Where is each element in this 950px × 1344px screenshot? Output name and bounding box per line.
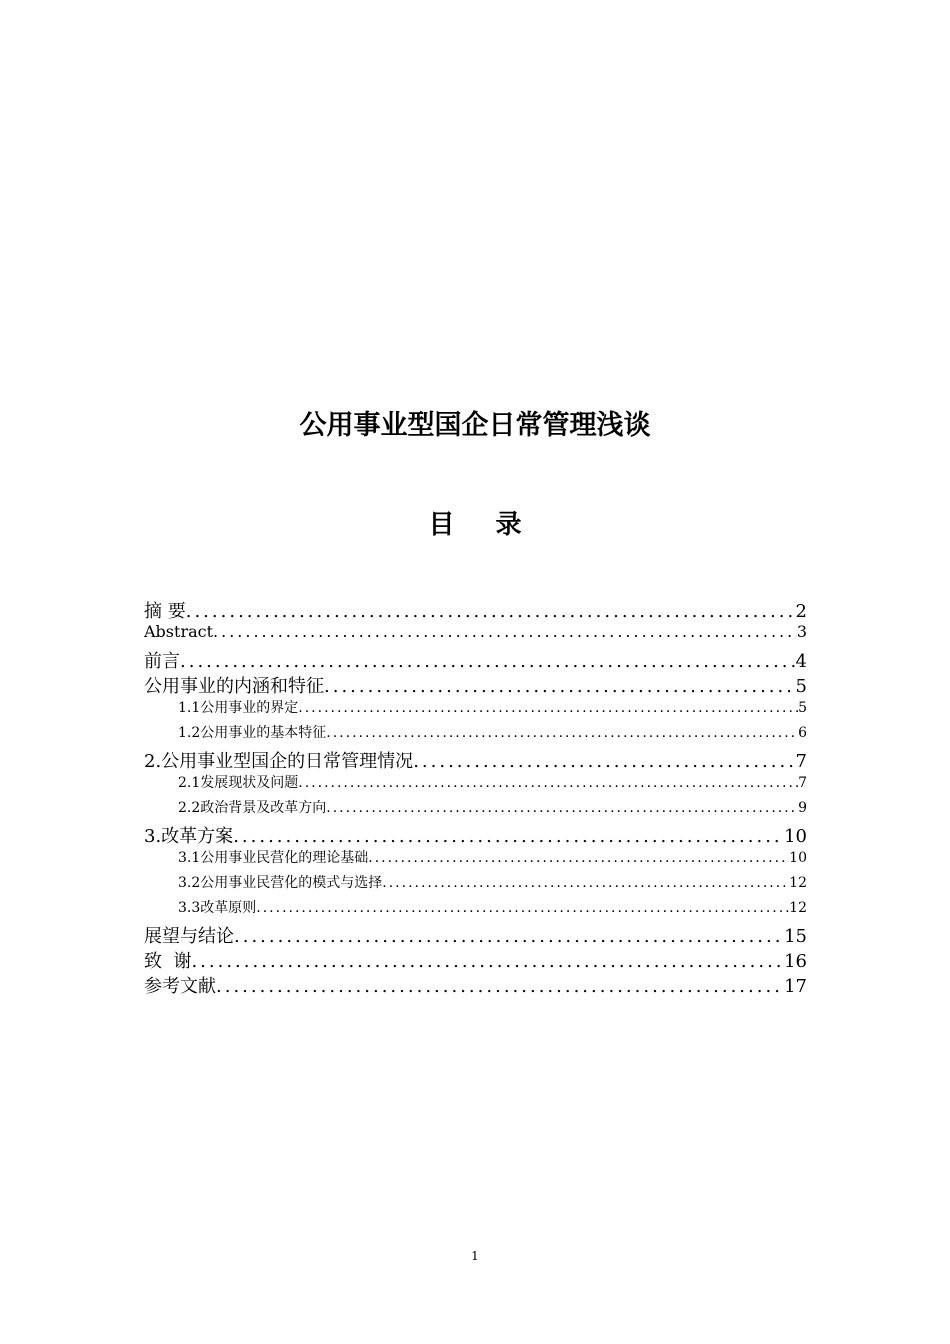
toc-leader-dots: [298, 700, 798, 716]
toc-leader-dots: [234, 926, 784, 947]
toc-entry-label: 2.2政治背景及改革方向: [178, 800, 327, 816]
toc-entry-page: 10: [784, 826, 807, 847]
toc-leader-dots: [191, 951, 784, 972]
toc-entry-page: 15: [784, 926, 807, 947]
toc-entry-label: 展望与结论: [144, 926, 234, 947]
toc-leader-dots: [413, 751, 795, 772]
toc-entry-chapter-2[interactable]: [144, 747, 807, 772]
toc-entry-page: 9: [798, 800, 807, 816]
toc-entry-section-2-1[interactable]: [144, 772, 807, 797]
toc-entry-abstract-cn[interactable]: [144, 597, 807, 622]
toc-entry-page: 5: [795, 676, 807, 697]
toc-entry-label: 公用事业的内涵和特征: [144, 676, 324, 697]
toc-entry-section-1-1[interactable]: [144, 697, 807, 722]
toc-entry-page: 10: [789, 850, 807, 866]
toc-entry-label: 3.1公用事业民营化的理论基础: [178, 850, 369, 866]
toc-entry-chapter-1[interactable]: [144, 672, 807, 697]
toc-entry-page: 5: [798, 700, 807, 716]
toc-entry-label: 1.1公用事业的界定: [178, 700, 299, 716]
page-number: 1: [471, 1249, 479, 1263]
toc-leader-dots: [368, 850, 789, 866]
toc-entry-label: 2.公用事业型国企的日常管理情况: [144, 751, 414, 772]
toc-entry-page: 4: [795, 651, 807, 672]
toc-leader-dots: [213, 622, 797, 641]
toc-entry-page: 6: [798, 725, 807, 741]
toc-entry-page: 7: [795, 751, 807, 772]
toc-leader-dots: [186, 601, 796, 622]
toc-entry-label: 2.1发展现状及问题: [178, 775, 299, 791]
toc-entry-chapter-3[interactable]: [144, 822, 807, 847]
toc-entry-section-3-2[interactable]: [144, 872, 807, 897]
toc-leader-dots: [180, 651, 796, 672]
toc-entry-references[interactable]: [144, 972, 807, 997]
toc-entry-page: 17: [784, 976, 807, 997]
toc-entry-section-1-2[interactable]: [144, 722, 807, 747]
toc-leader-dots: [382, 875, 789, 891]
toc-entry-label: 1.2公用事业的基本特征: [178, 725, 327, 741]
toc-entry-page: 2: [795, 601, 807, 622]
toc-entry-preface[interactable]: [144, 647, 807, 672]
toc-entry-section-2-2[interactable]: [144, 797, 807, 822]
toc-entry-abstract-en[interactable]: [144, 622, 807, 647]
toc-leader-dots: [324, 676, 796, 697]
toc-leader-dots: [326, 800, 798, 816]
toc-entry-page: 12: [789, 900, 807, 916]
toc-leader-dots: [256, 900, 789, 916]
toc-entry-acknowledgements[interactable]: [144, 947, 807, 972]
toc-entry-page: 16: [784, 951, 807, 972]
toc-entry-label: 致 谢: [144, 951, 192, 972]
toc-entry-page: 7: [798, 775, 807, 791]
toc-entry-label: 前言: [144, 651, 180, 672]
toc-heading: 目 录: [428, 510, 538, 540]
toc-entry-page: 12: [789, 875, 807, 891]
toc-entry-page: 3: [796, 622, 807, 641]
toc-entry-label: 摘 要: [144, 601, 186, 622]
toc-entry-conclusion[interactable]: [144, 922, 807, 947]
table-of-contents: [144, 597, 807, 997]
toc-leader-dots: [216, 976, 784, 997]
document-title: 公用事业型国企日常管理浅谈: [299, 410, 651, 441]
toc-leader-dots: [326, 725, 798, 741]
toc-entry-label: 参考文献: [144, 976, 216, 997]
toc-entry-label: 3.2公用事业民营化的模式与选择: [178, 875, 383, 891]
toc-leader-dots: [298, 775, 798, 791]
toc-entry-label: Abstract: [144, 622, 214, 641]
toc-entry-section-3-1[interactable]: [144, 847, 807, 872]
toc-entry-label: 3.3改革原则: [178, 900, 257, 916]
toc-entry-section-3-3[interactable]: [144, 897, 807, 922]
toc-leader-dots: [233, 826, 784, 847]
toc-entry-label: 3.改革方案: [144, 826, 234, 847]
